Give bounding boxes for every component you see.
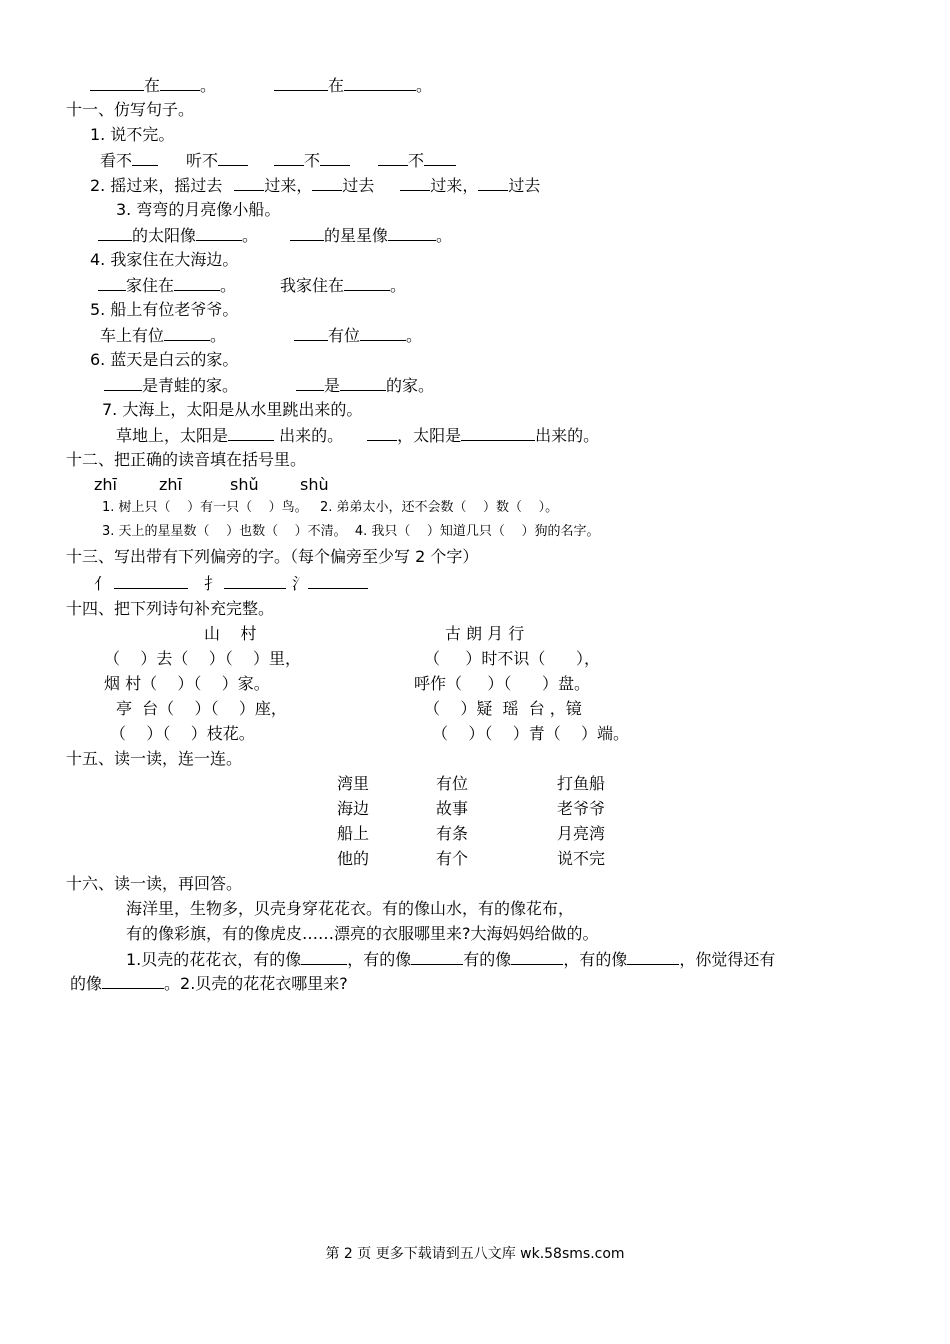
blank[interactable] bbox=[102, 972, 164, 989]
poem-1-line-4: （ ）（ ）枝花。 bbox=[110, 724, 255, 743]
blank[interactable] bbox=[164, 324, 210, 341]
page-footer: 第 2 页 更多下载请到五八文库 wk.58sms.com bbox=[325, 1246, 625, 1262]
blank[interactable] bbox=[174, 274, 220, 291]
blank[interactable] bbox=[218, 149, 248, 166]
blank[interactable] bbox=[478, 174, 508, 191]
item-4-example: 4. 我家住在大海边。 bbox=[90, 250, 239, 269]
reading-passage-line-2: 有的像彩旗，有的像虎皮……漂亮的衣服哪里来?大海妈妈给做的。 bbox=[126, 924, 599, 943]
blank[interactable] bbox=[274, 149, 304, 166]
item-2: 2. 摇过来，摇过去 过来， 过去 过来， 过去 bbox=[90, 176, 541, 195]
section-16-title: 十六、读一读，再回答。 bbox=[66, 874, 243, 893]
section-13-title: 十三、写出带有下列偏旁的字。（每个偏旁至少写 2 个字） bbox=[66, 547, 479, 566]
blank[interactable] bbox=[104, 374, 142, 391]
blank[interactable] bbox=[627, 948, 679, 965]
item-5-fill: 车上有位 。 有位 。 bbox=[100, 326, 423, 345]
pinyin-1: zhī bbox=[94, 475, 117, 494]
blank[interactable] bbox=[274, 74, 328, 91]
question-line-1: 1.贝壳的花花衣，有的像 ，有的像 有的像 ，有的像 ，你觉得还有 bbox=[126, 950, 776, 969]
poem-2-title: 古 朗 月 行 bbox=[445, 624, 525, 643]
item-1-fill: 看不 听不 不 不 bbox=[100, 149, 456, 171]
match-word[interactable]: 说不完 bbox=[557, 849, 606, 868]
reading-question-1: 1. 树上只（ ）有一只（ ）鸟。 2. 弟弟太小，还不会数（ ）数（ ）。 bbox=[102, 500, 559, 515]
blank[interactable] bbox=[411, 948, 463, 965]
blank[interactable] bbox=[98, 224, 132, 241]
radical-hand: 扌 bbox=[204, 574, 221, 593]
radical-person: 亻 bbox=[94, 574, 111, 593]
section-12-title: 十二、把正确的读音填在括号里。 bbox=[66, 450, 307, 469]
item-3-fill: 的太阳像 。 的星星像 。 bbox=[98, 224, 452, 246]
section-11-title: 十一、仿写句子。 bbox=[66, 100, 195, 119]
section-14-title: 十四、把下列诗句补充完整。 bbox=[66, 599, 275, 618]
blank[interactable] bbox=[308, 572, 368, 589]
reading-passage-line-1: 海洋里，生物多，贝壳身穿花花衣。有的像山水，有的像花布， bbox=[126, 899, 575, 918]
blank[interactable] bbox=[461, 424, 535, 441]
blank[interactable] bbox=[98, 274, 126, 291]
blank[interactable] bbox=[294, 324, 328, 341]
blank[interactable] bbox=[160, 74, 200, 91]
blank[interactable] bbox=[312, 174, 342, 191]
poem-2-line-1: （ ）时不识（ ）， bbox=[424, 649, 600, 668]
match-word[interactable]: 有位 bbox=[436, 774, 469, 793]
blank[interactable] bbox=[224, 572, 286, 589]
blank[interactable] bbox=[90, 74, 144, 91]
reading-question-2: 3. 天上的星星数（ ）也数（ ）不清。 4. 我只（ ）知道几只（ ）狗的名字。 bbox=[102, 524, 600, 539]
blank[interactable] bbox=[388, 224, 436, 241]
blank[interactable] bbox=[360, 324, 406, 341]
blank[interactable] bbox=[378, 149, 408, 166]
poem-2-line-2: 呼作（ ）（ ）盘。 bbox=[414, 674, 590, 693]
blank[interactable] bbox=[511, 948, 563, 965]
blank[interactable] bbox=[344, 274, 390, 291]
pinyin-2: zhī bbox=[159, 475, 182, 494]
match-word[interactable]: 老爷爷 bbox=[557, 799, 606, 818]
blank[interactable] bbox=[234, 174, 264, 191]
section-15-title: 十五、读一读，连一连。 bbox=[66, 749, 243, 768]
pinyin-4: shù bbox=[300, 475, 329, 494]
blank[interactable] bbox=[344, 74, 416, 91]
blank[interactable] bbox=[228, 424, 274, 441]
blank[interactable] bbox=[367, 424, 397, 441]
item-6-fill: 是青蛙的家。 是 的家。 bbox=[104, 374, 434, 396]
radical-water: 氵 bbox=[292, 574, 309, 593]
poem-1-line-1: （ ）去（ ）（ ）里， bbox=[104, 649, 302, 668]
poem-1-title: 山 村 bbox=[204, 624, 257, 643]
item-6-example: 6. 蓝天是白云的家。 bbox=[90, 350, 239, 369]
match-word[interactable]: 打鱼船 bbox=[557, 774, 606, 793]
match-word[interactable]: 湾里 bbox=[337, 774, 370, 793]
blank[interactable] bbox=[400, 174, 430, 191]
match-word[interactable]: 故事 bbox=[436, 799, 469, 818]
item-7-example: 7. 大海上，太阳是从水里跳出来的。 bbox=[102, 400, 363, 419]
blank[interactable] bbox=[340, 374, 386, 391]
item-3-example: 3. 弯弯的月亮像小船。 bbox=[116, 200, 281, 219]
blank[interactable] bbox=[290, 224, 324, 241]
match-word[interactable]: 月亮湾 bbox=[557, 824, 606, 843]
pinyin-3: shǔ bbox=[230, 475, 259, 494]
fill-line-top: 在 。 在 。 bbox=[90, 74, 432, 96]
poem-2-line-3: （ ）疑 瑶 台 ，镜 bbox=[424, 699, 582, 718]
match-word[interactable]: 有条 bbox=[436, 824, 469, 843]
blank[interactable] bbox=[296, 374, 324, 391]
question-line-2: 的像 。2.贝壳的花花衣哪里来? bbox=[70, 974, 348, 993]
blank[interactable] bbox=[196, 224, 242, 241]
match-word[interactable]: 有个 bbox=[436, 849, 469, 868]
match-word[interactable]: 海边 bbox=[337, 799, 370, 818]
blank[interactable] bbox=[320, 149, 350, 166]
match-word[interactable]: 他的 bbox=[337, 849, 370, 868]
item-5-example: 5. 船上有位老爷爷。 bbox=[90, 300, 239, 319]
item-4-fill: 家住在 。 我家住在 。 bbox=[98, 274, 406, 296]
blank[interactable] bbox=[424, 149, 456, 166]
item-1-example: 1. 说不完。 bbox=[90, 125, 175, 144]
match-word[interactable]: 船上 bbox=[337, 824, 370, 843]
item-7-fill: 草地上，太阳是 出来的。 ，太阳是 出来的。 bbox=[116, 426, 600, 445]
blank[interactable] bbox=[132, 149, 158, 166]
poem-1-line-2: 烟 村（ ）（ ）家。 bbox=[104, 674, 270, 693]
blank[interactable] bbox=[301, 948, 347, 965]
radical-fill bbox=[94, 572, 368, 594]
poem-1-line-3: 亭 台（ ）（ ）座， bbox=[116, 699, 287, 718]
poem-2-line-4: （ ）（ ）青（ ）端。 bbox=[432, 724, 630, 743]
blank[interactable] bbox=[114, 572, 188, 589]
